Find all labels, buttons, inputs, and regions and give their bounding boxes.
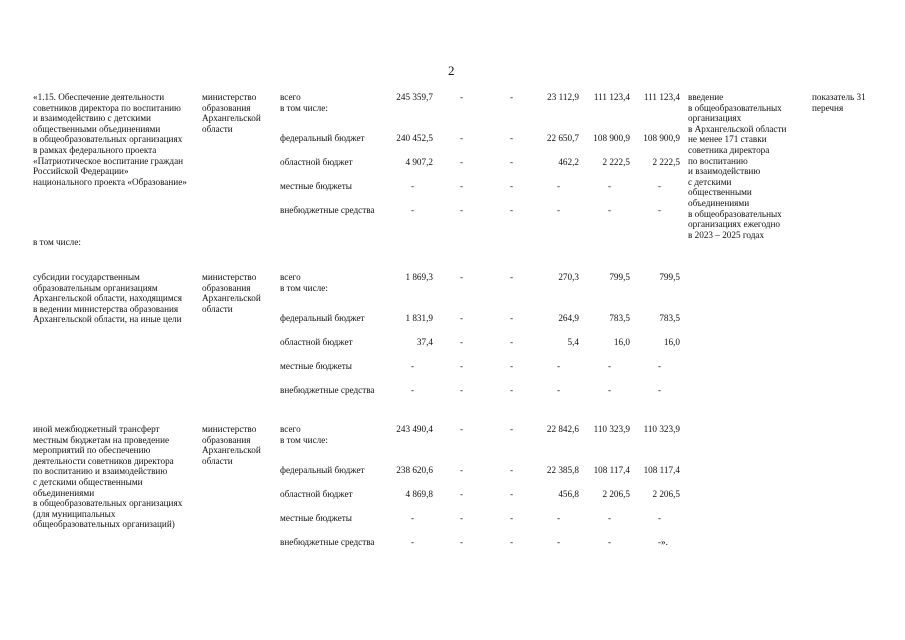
funding-value-cell: - xyxy=(658,513,662,523)
funding-value-cell: - xyxy=(658,205,662,215)
funding-source-label: федеральный бюджет xyxy=(280,133,365,143)
funding-value-cell: 22 385,8 xyxy=(546,465,579,475)
funding-value-cell: 108 900,9 xyxy=(593,133,630,143)
funding-value-cell: - xyxy=(411,385,415,395)
funding-value-cell: - xyxy=(460,513,464,523)
funding-value-cell: - xyxy=(658,181,662,191)
funding-value-cell: 243 490,4 xyxy=(396,424,433,434)
funding-value-cell: - xyxy=(460,424,464,434)
funding-value-cell: - xyxy=(411,361,415,371)
funding-value-cell: - xyxy=(460,361,464,371)
funding-value-cell: 23 112,9 xyxy=(547,92,579,102)
funding-value-cell: - xyxy=(510,92,514,102)
funding-value-cell: - xyxy=(557,537,561,547)
funding-value-cell: - xyxy=(460,205,464,215)
funding-value-cell: 799,5 xyxy=(609,272,630,282)
funding-value-cell: - xyxy=(510,133,514,143)
funding-value-cell: 783,5 xyxy=(659,313,680,323)
funding-value-cell: 22 842,6 xyxy=(546,424,579,434)
funding-value-cell: 1 831,9 xyxy=(405,313,433,323)
funding-value-cell: - xyxy=(608,513,612,523)
funding-value-cell: - xyxy=(557,513,561,523)
funding-value-cell: - xyxy=(460,537,464,547)
funding-value-cell: - xyxy=(411,181,415,191)
funding-value-cell: 238 620,6 xyxy=(396,465,433,475)
funding-source-label: областной бюджет xyxy=(280,157,353,167)
funding-value-cell: - xyxy=(460,385,464,395)
funding-value-cell: - xyxy=(510,337,514,347)
funding-value-cell: - xyxy=(658,361,662,371)
funding-value-cell: - xyxy=(510,361,514,371)
funding-value-cell: 22 650,7 xyxy=(546,133,579,143)
funding-value-cell: - xyxy=(608,385,612,395)
funding-value-cell: - xyxy=(411,205,415,215)
funding-value-cell: - xyxy=(510,537,514,547)
executor: министерство образования Архангельской области xyxy=(202,424,261,466)
funding-value-cell: - xyxy=(557,361,561,371)
funding-source-label: местные бюджеты xyxy=(280,181,352,191)
funding-value-cell: - xyxy=(510,385,514,395)
funding-source-label: местные бюджеты xyxy=(280,361,352,371)
funding-source-label: внебюджетные средства xyxy=(280,385,375,395)
funding-value-cell: - xyxy=(510,205,514,215)
indicator-reference: показатель 31 перечня xyxy=(812,92,866,113)
funding-value-cell: 799,5 xyxy=(659,272,680,282)
funding-value-cell: 37,4 xyxy=(416,337,433,347)
funding-value-cell: 5,4 xyxy=(567,337,579,347)
funding-value-cell: - xyxy=(460,272,464,282)
funding-value-cell: 2 222,5 xyxy=(652,157,680,167)
funding-value-cell: - xyxy=(608,181,612,191)
funding-value-cell: - xyxy=(460,313,464,323)
funding-value-cell: - xyxy=(510,465,514,475)
funding-value-cell: 456,8 xyxy=(558,489,579,499)
funding-value-cell: 1 869,3 xyxy=(405,272,433,282)
funding-value-cell: 111 123,4 xyxy=(593,92,630,102)
funding-value-cell: - xyxy=(510,513,514,523)
funding-value-cell: 245 359,7 xyxy=(396,92,433,102)
funding-value-cell: - xyxy=(510,489,514,499)
funding-value-cell: 270,3 xyxy=(558,272,579,282)
funding-source-label: всего в том числе: xyxy=(280,92,328,113)
measure-title: субсидии государственным образовательным организациям Архангельской области, находящимся в ведении министерства образования Архангельской области, на иные цели xyxy=(33,272,182,325)
funding-value-cell: 16,0 xyxy=(613,337,630,347)
funding-value-cell: 2 222,5 xyxy=(602,157,630,167)
funding-value-cell: 462,2 xyxy=(558,157,579,167)
in-that-number-label: в том числе: xyxy=(33,237,81,247)
funding-source-label: федеральный бюджет xyxy=(280,313,365,323)
funding-value-cell: 108 900,9 xyxy=(643,133,680,143)
funding-value-cell: - xyxy=(608,361,612,371)
funding-value-cell: - xyxy=(608,205,612,215)
funding-source-label: всего в том числе: xyxy=(280,272,328,293)
funding-value-cell: 4 907,2 xyxy=(405,157,433,167)
funding-value-cell: - xyxy=(460,337,464,347)
funding-value-cell: - xyxy=(510,157,514,167)
funding-value-cell: - xyxy=(510,424,514,434)
funding-source-label: внебюджетные средства xyxy=(280,205,375,215)
funding-value-cell: - xyxy=(658,385,662,395)
funding-value-cell: - xyxy=(557,205,561,215)
funding-value-cell: 110 323,9 xyxy=(593,424,630,434)
executor: министерство образования Архангельской области xyxy=(202,92,261,134)
funding-source-label: областной бюджет xyxy=(280,489,353,499)
funding-value-cell: - xyxy=(460,92,464,102)
funding-value-cell: 2 206,5 xyxy=(652,489,680,499)
funding-source-label: местные бюджеты xyxy=(280,513,352,523)
funding-value-cell: 108 117,4 xyxy=(643,465,680,475)
executor: министерство образования Архангельской области xyxy=(202,272,261,314)
funding-source-label: внебюджетные средства xyxy=(280,537,375,547)
funding-value-cell: - xyxy=(510,181,514,191)
funding-value-cell: -». xyxy=(658,537,668,547)
funding-source-label: областной бюджет xyxy=(280,337,353,347)
funding-value-cell: - xyxy=(460,133,464,143)
funding-value-cell: - xyxy=(460,465,464,475)
funding-value-cell: 108 117,4 xyxy=(593,465,630,475)
funding-value-cell: 111 123,4 xyxy=(643,92,680,102)
funding-value-cell: - xyxy=(411,537,415,547)
funding-source-label: всего в том числе: xyxy=(280,424,328,445)
funding-value-cell: - xyxy=(411,513,415,523)
funding-value-cell: 240 452,5 xyxy=(396,133,433,143)
measure-title: «1.15. Обеспечение деятельности советников директора по воспитанию и взаимодействию с детскими общественными объединениями в общеобразовательных организациях в рамках федерального проекта «Патриотическое воспитание граждан Российской Федерации» национального проекта «Образование» xyxy=(33,92,187,187)
page-number: 2 xyxy=(448,63,455,78)
funding-value-cell: 110 323,9 xyxy=(643,424,680,434)
funding-value-cell: 264,9 xyxy=(558,313,579,323)
funding-value-cell: - xyxy=(510,313,514,323)
expected-result: введение в общеобразовательных организациях в Архангельской области не менее 171 ставки советника директора по воспитанию и взаимодействию с детскими общественными объединениями в общеобразовательных организациях ежегодно в 2023 – 2025 годах xyxy=(688,92,787,240)
measure-title: иной межбюджетный трансферт местным бюджетам на проведение мероприятий по обеспечению деятельности советников директора по воспитанию и взаимодействию с детскими общественными объединениями в общеобразовательных организациях (для муниципальных общеобразовательных организаций) xyxy=(33,424,183,530)
funding-source-label: федеральный бюджет xyxy=(280,465,365,475)
funding-value-cell: - xyxy=(608,537,612,547)
funding-value-cell: - xyxy=(557,385,561,395)
funding-value-cell: 783,5 xyxy=(609,313,630,323)
funding-value-cell: 16,0 xyxy=(663,337,680,347)
funding-value-cell: 4 869,8 xyxy=(405,489,433,499)
funding-value-cell: - xyxy=(460,489,464,499)
funding-value-cell: - xyxy=(460,181,464,191)
funding-value-cell: 2 206,5 xyxy=(602,489,630,499)
funding-value-cell: - xyxy=(557,181,561,191)
funding-value-cell: - xyxy=(510,272,514,282)
funding-value-cell: - xyxy=(460,157,464,167)
